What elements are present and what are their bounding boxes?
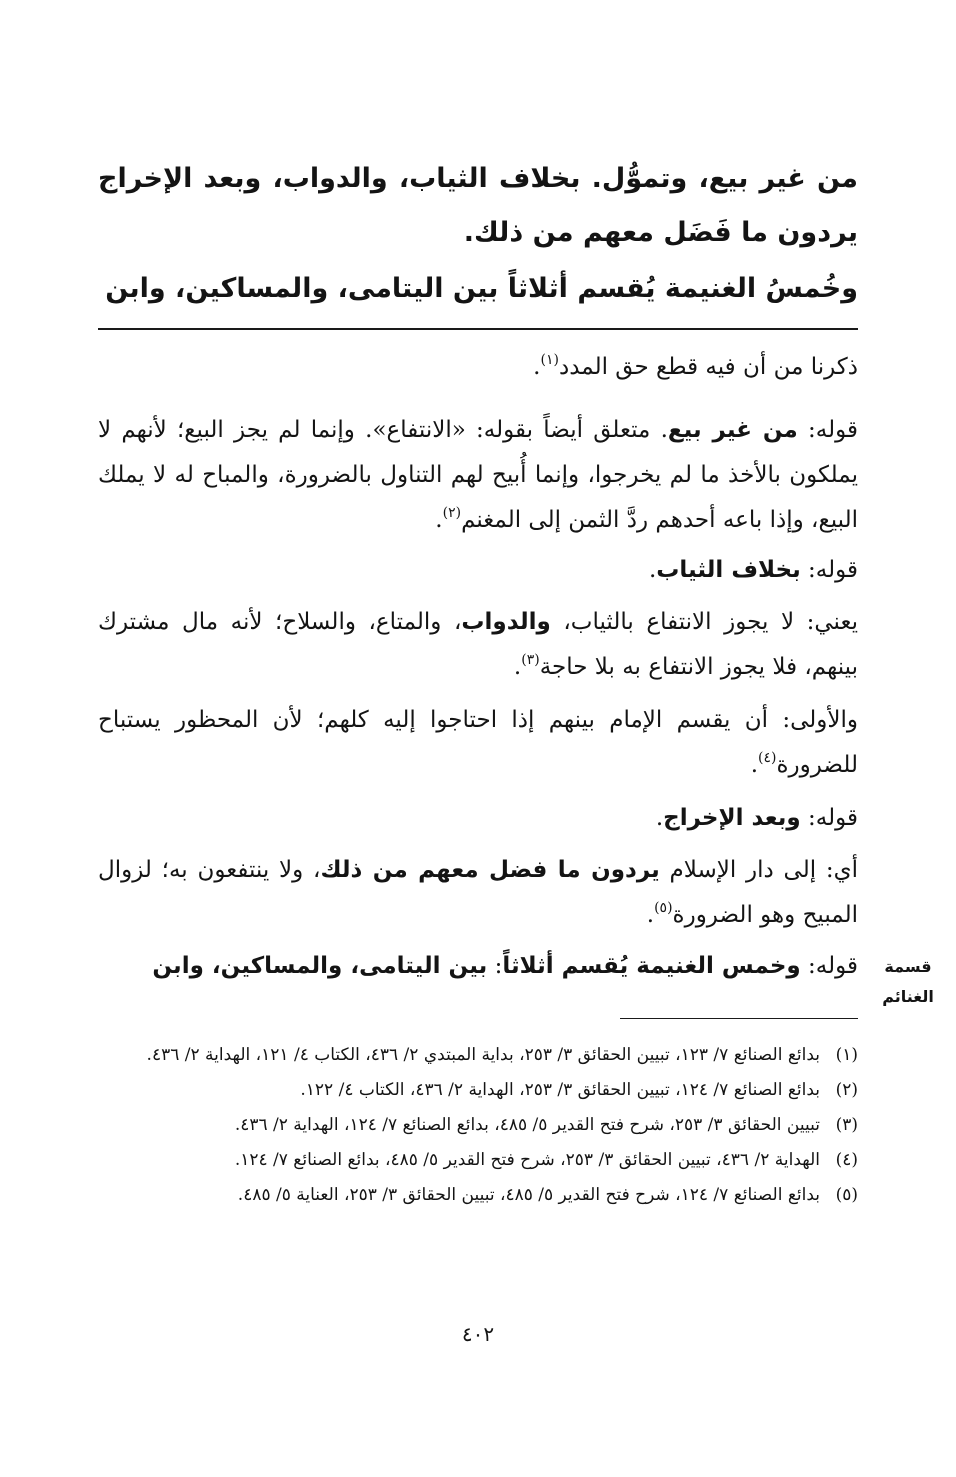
punctuation: . <box>513 654 522 680</box>
footnote-number: (٥) <box>835 1185 858 1205</box>
footnote-number: (٣) <box>835 1115 858 1135</box>
matn-text: من غير بيع، وتموُّل. بخلاف الثياب، والدواب، وبعد الإخراج يردون ما فَضَل معهم من ذلك. <box>98 163 858 248</box>
quoted-matn: والدواب <box>461 609 551 635</box>
footnote-ref: (٣) <box>521 652 540 668</box>
commentary-text: يعني: لا يجوز الانتفاع بالثياب، <box>550 609 858 635</box>
punctuation: . <box>435 507 443 533</box>
commentary-text: . متعلق أيضاً بقوله: «الانتفاع». وإنما لم يجز البيع؛ لأنهم لا يملكون بالأخذ ما لم يخرجوا، وإنما أُبيح لهم التناول بالضرورة، والمباح له لا يملك البيع، وإذا باعه أحدهم ردَّ الثمن إلى المغنم <box>98 417 858 533</box>
punctuation: . <box>648 557 657 583</box>
commentary-text: أي: إلى دار الإسلام <box>659 857 858 883</box>
commentary-text: ذكرنا من أن فيه قطع حق المدد <box>558 354 858 380</box>
commentary-text: والأولى: أن يقسم الإمام بينهم إذا احتاجوا إليه كلهم؛ لأن المحظور يستباح للضرورة <box>98 707 858 778</box>
matn-separator-rule <box>98 328 858 330</box>
footnote-text: الهداية ٢/ ٤٣٦، تبيين الحقائق ٣/ ٢٥٣، شرح فتح القدير ٥/ ٤٨٥، بدائع الصنائع ٧/ ١٢٤. <box>234 1150 820 1170</box>
commentary-paragraph <box>98 600 858 690</box>
punctuation: . <box>655 805 664 831</box>
commentary-paragraph <box>98 408 858 543</box>
footnote-item <box>98 1040 858 1071</box>
footnote-separator-rule <box>620 1018 858 1019</box>
footnote-number: (٢) <box>835 1080 858 1100</box>
footnote-text: بدائع الصنائع ٧/ ١٢٤، تبيين الحقائق ٣/ ٢٥٣، الهداية ٢/ ٤٣٦، الكتاب ٤/ ١٢٢. <box>300 1080 820 1100</box>
punctuation: . <box>533 354 541 380</box>
quoted-matn: من غير بيع <box>667 417 798 443</box>
quoted-matn: وخمس الغنيمة يُقسم أثلاثاً <box>502 953 801 979</box>
punctuation: . <box>750 752 758 778</box>
footnote-number: (٤) <box>835 1150 858 1170</box>
margin-heading <box>866 952 950 1012</box>
commentary-paragraph <box>98 345 858 390</box>
matn-text: وخُمسُ الغنيمة يُقسم أثلاثاً بين اليتامى، والمساكين، وابن <box>105 273 858 304</box>
footnote-text: بدائع الصنائع ٧/ ١٢٣، تبيين الحقائق ٣/ ٢٥٣، بداية المبتدي ٢/ ٤٣٦، الكتاب ٤/ ١٢١، الهداية ٢/ ٤٣٦. <box>146 1045 820 1065</box>
commentary-text: ، ولا ينتفعون به؛ لزوال المبيح وهو الضرورة <box>98 857 858 928</box>
commentary-paragraph <box>98 548 858 593</box>
commentary-paragraph <box>98 796 858 841</box>
footnote-ref: (٥) <box>654 900 673 916</box>
footnotes <box>98 1040 858 1215</box>
footnote-text: تبيين الحقائق ٣/ ٢٥٣، شرح فتح القدير ٥/ ٤٨٥، بدائع الصنائع ٧/ ١٢٤، الهداية ٢/ ٤٣٦. <box>234 1115 820 1135</box>
margin-heading-line: الغنائم <box>882 987 934 1006</box>
footnote-number: (١) <box>835 1045 858 1065</box>
quoted-matn: يردون ما فضل معهم من ذلك <box>320 857 660 883</box>
commentary-paragraph <box>98 698 858 788</box>
footnote-ref: (٢) <box>442 505 462 521</box>
matn-paragraph <box>98 152 858 260</box>
quoted-matn: بين اليتامى، والمساكين، وابن <box>152 953 488 979</box>
matn-paragraph <box>98 262 858 316</box>
footnote-item <box>98 1110 858 1141</box>
qawluhu-prefix: قوله: <box>800 557 858 583</box>
footnote-item <box>98 1180 858 1211</box>
commentary-paragraph <box>98 944 858 989</box>
footnote-text: بدائع الصنائع ٧/ ١٢٤، شرح فتح القدير ٥/ ٤٨٥، تبيين الحقائق ٣/ ٢٥٣، العناية ٥/ ٤٨٥. <box>237 1185 820 1205</box>
quoted-matn: بخلاف الثياب <box>656 557 801 583</box>
qawluhu-prefix: قوله: <box>797 417 858 443</box>
commentary-text: ، والمتاع، والسلاح؛ لأنه مال مشترك بينهم، فلا يجوز الانتفاع به بلا حاجة <box>98 609 858 680</box>
punctuation: : <box>487 953 503 979</box>
punctuation: . <box>646 902 655 928</box>
quoted-matn: وبعد الإخراج <box>663 805 801 831</box>
footnote-item <box>98 1145 858 1176</box>
commentary-paragraph <box>98 848 858 938</box>
footnote-ref: (٤) <box>758 750 777 766</box>
qawluhu-prefix: قوله: <box>800 953 858 979</box>
page-number: ٤٠٢ <box>461 1322 495 1346</box>
footnote-ref: (١) <box>540 352 559 368</box>
margin-heading-line: قسمة <box>884 957 932 976</box>
qawluhu-prefix: قوله: <box>800 805 858 831</box>
footnote-item <box>98 1075 858 1106</box>
